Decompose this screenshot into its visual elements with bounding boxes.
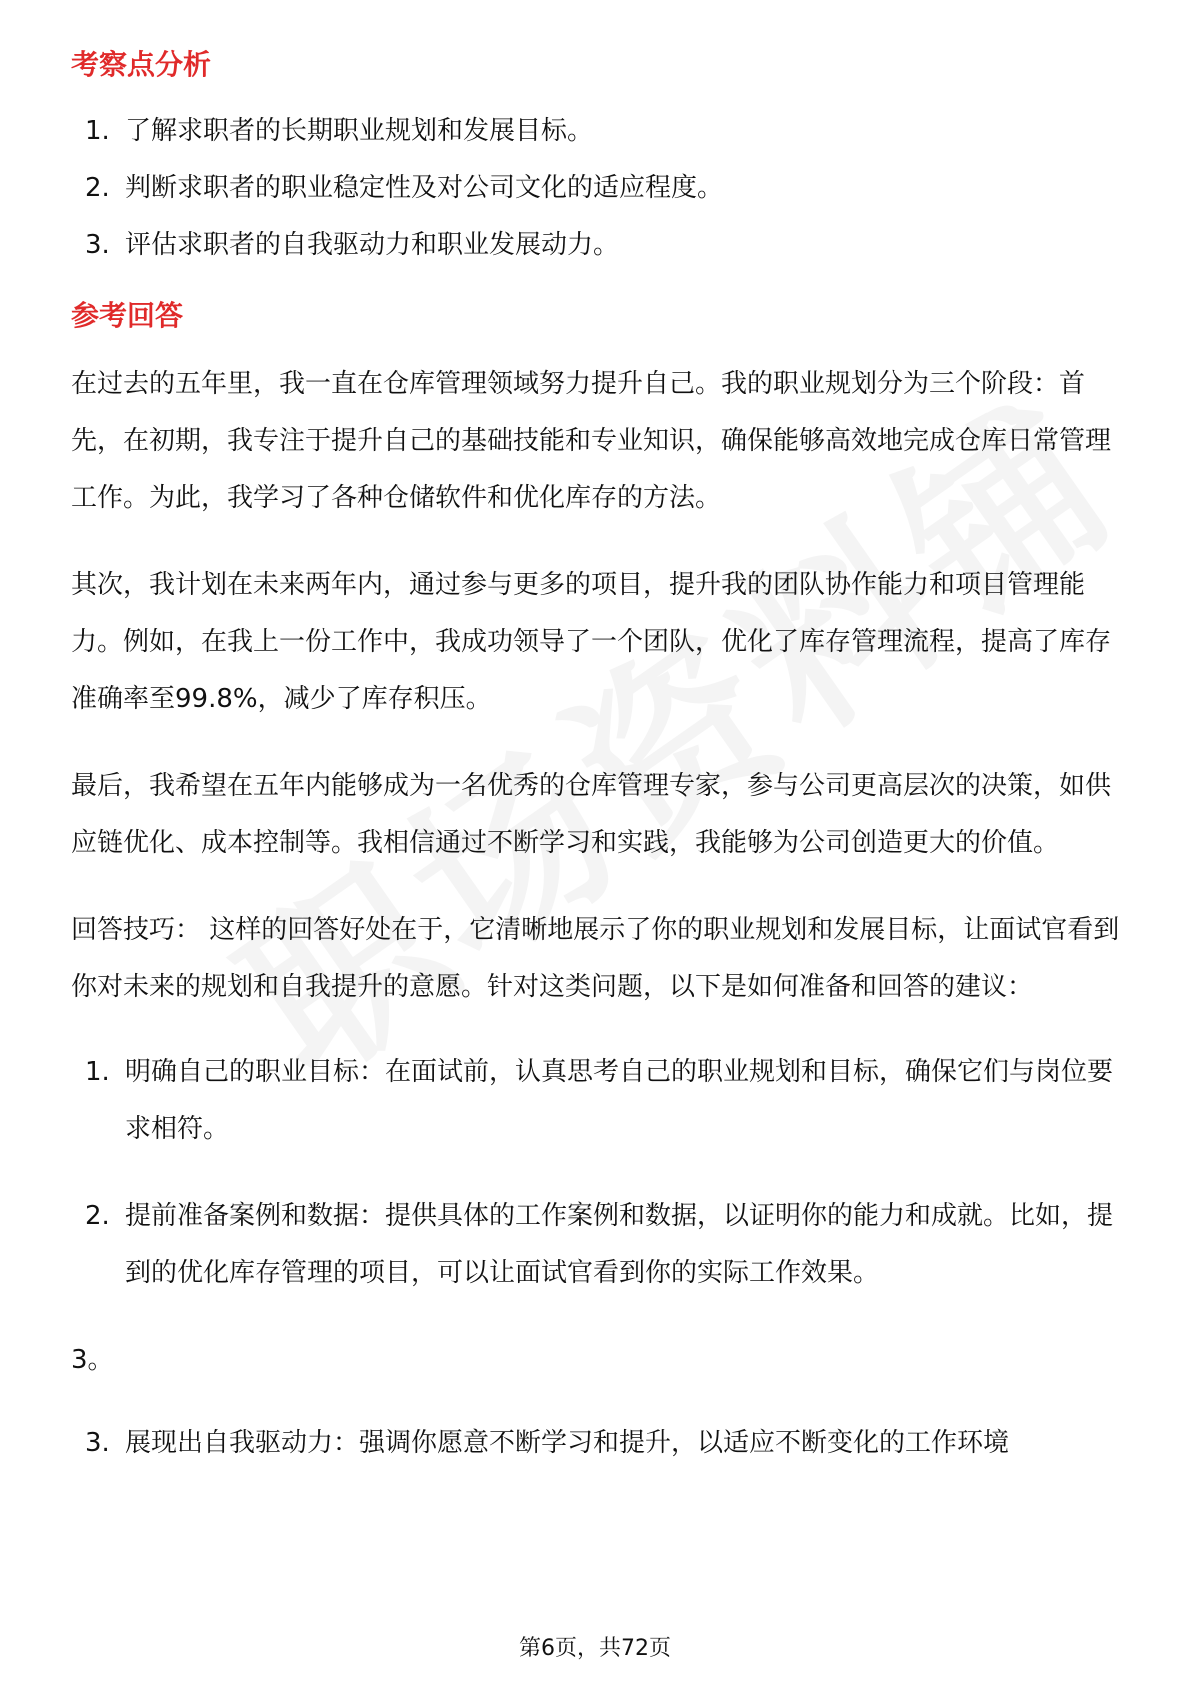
list-item xyxy=(71,1188,1121,1302)
answer-paragraph-3: 最后，我希望在五年内能够成为一名优秀的仓库管理专家，参与公司更高层次的决策，如供应链优化、成本控制等。我相信通过不断学习和实践，我能够为公司创造更大的价值。 xyxy=(71,771,1112,858)
list-item-text: 了解求职者的长期职业规划和发展目标。 xyxy=(125,116,594,146)
list-number: 1. xyxy=(85,1057,110,1087)
stray-number: 3。 xyxy=(71,1345,114,1375)
section-heading-analysis: 考察点分析 xyxy=(71,48,212,81)
list-number: 2. xyxy=(85,1201,110,1231)
list-item xyxy=(71,1415,1121,1472)
list-item xyxy=(71,103,1121,160)
answer-tips-intro: 回答技巧： 这样的回答好处在于，它清晰地展示了你的职业规划和发展目标，让面试官看到你对未来的规划和自我提升的意愿。针对这类问题，以下是如何准备和回答的建议： xyxy=(71,915,1120,1002)
list-number: 1. xyxy=(85,116,110,146)
analysis-list xyxy=(71,103,1121,274)
answer-paragraph-1: 在过去的五年里，我一直在仓库管理领域努力提升自己。我的职业规划分为三个阶段：首先，在初期，我专注于提升自己的基础技能和专业知识，确保能够高效地完成仓库日常管理工作。为此，我学习了各种仓储软件和优化库存的方法。 xyxy=(71,369,1112,513)
tips-list xyxy=(71,1044,1121,1302)
tips-list-continued xyxy=(71,1415,1121,1472)
list-number: 3. xyxy=(85,1428,110,1458)
list-item-text: 判断求职者的职业稳定性及对公司文化的适应程度。 xyxy=(125,173,724,203)
list-item-text: 展现出自我驱动力：强调你愿意不断学习和提升，以适应不断变化的工作环境 xyxy=(125,1428,1010,1458)
document-content xyxy=(71,45,1121,1472)
page-number: 第6页，共72页 xyxy=(519,1636,671,1661)
list-item-text: 评估求职者的自我驱动力和职业发展动力。 xyxy=(125,230,620,260)
list-item-text: 提前准备案例和数据：提供具体的工作案例和数据，以证明你的能力和成就。比如，提到的优化库存管理的项目，可以让面试官看到你的实际工作效果。 xyxy=(125,1201,1114,1288)
answer-paragraph-2: 其次，我计划在未来两年内，通过参与更多的项目，提升我的团队协作能力和项目管理能力。例如，在我上一份工作中，我成功领导了一个团队，优化了库存管理流程，提高了库存准确率至99.8%，减少了库存积压。 xyxy=(71,570,1112,714)
section-heading-answer: 参考回答 xyxy=(71,299,184,332)
list-number: 2. xyxy=(85,173,110,203)
list-item xyxy=(71,160,1121,217)
list-number: 3. xyxy=(85,230,110,260)
list-item xyxy=(71,1044,1121,1158)
list-item-text: 明确自己的职业目标：在面试前，认真思考自己的职业规划和目标，确保它们与岗位要求相符。 xyxy=(125,1057,1114,1144)
list-item xyxy=(71,217,1121,274)
